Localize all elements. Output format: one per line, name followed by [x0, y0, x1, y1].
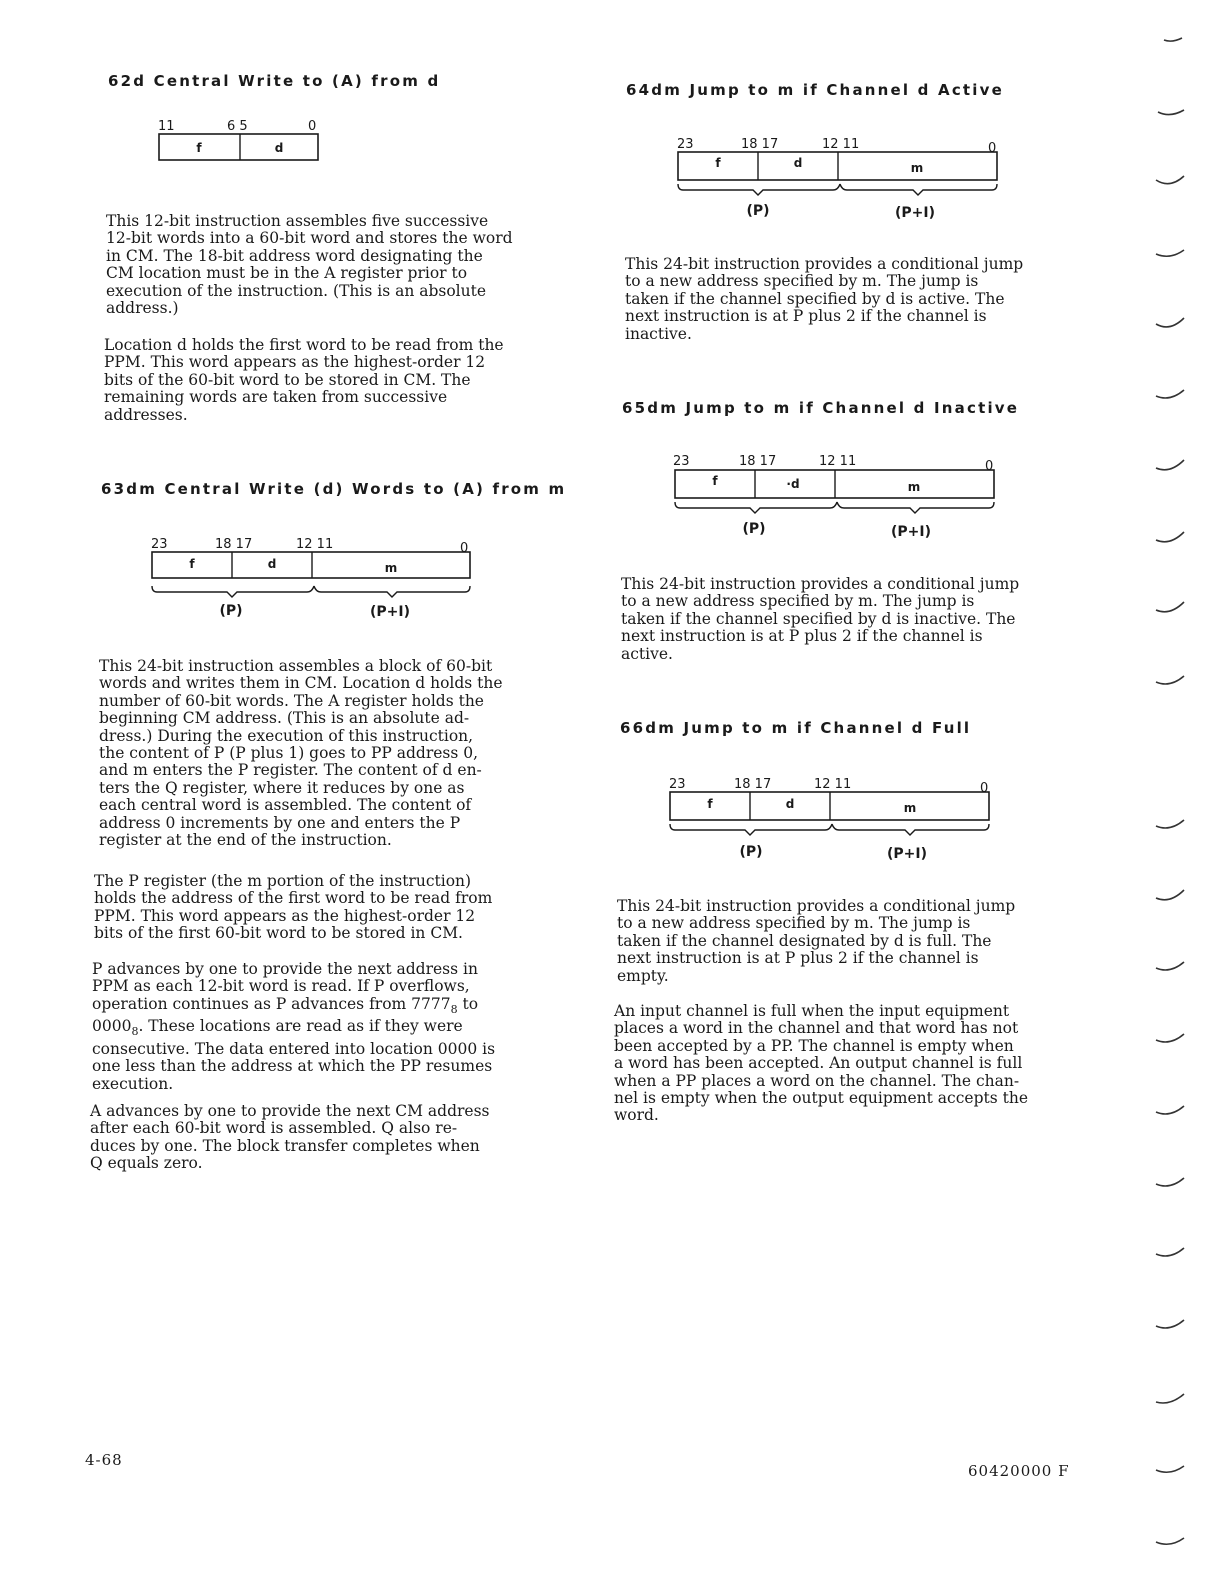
- text-line: one less than the address at which the PP resumes: [92, 1057, 493, 1076]
- text-line: addresses.: [104, 405, 188, 424]
- text-line: and m enters the P register. The content of d en-: [99, 761, 482, 780]
- binding-mark: [1156, 1394, 1184, 1403]
- text-line: to a new address specified by m. The jump is: [625, 272, 979, 291]
- group-label-p-plus-1: (P+I): [891, 524, 931, 540]
- group-label-p-plus-1: (P+I): [370, 604, 410, 620]
- group-label-p: (P): [746, 203, 770, 219]
- text-line: [92, 1018, 495, 1041]
- text-fragment: operation continues as P advances from 7777: [92, 994, 451, 1013]
- text-line: This 24-bit instruction provides a conditional jump: [625, 255, 1024, 273]
- text-line: Location d holds the first word to be read from the: [104, 336, 504, 354]
- field-m: m: [903, 801, 917, 815]
- paragraph-63dm-1: [99, 658, 503, 849]
- text-line: register at the end of the instruction.: [99, 831, 392, 850]
- heading-63dm: 63dm Central Write (d) Words to (A) from m: [101, 480, 567, 498]
- instruction-word-box: [152, 552, 470, 578]
- group-label-p: (P): [739, 844, 763, 860]
- text-line: in CM. The 18-bit address word designating the: [106, 246, 483, 265]
- text-line: been accepted by a PP. The channel is empty when: [614, 1036, 1014, 1055]
- binding-mark: [1156, 318, 1184, 327]
- bit-label: 0: [985, 459, 994, 474]
- text-line: to a new address specified by m. The jump is: [621, 592, 975, 611]
- text-line: empty.: [617, 966, 669, 985]
- instruction-format-diagram-65dm: [669, 451, 1004, 543]
- text-line: bits of the 60-bit word to be stored in CM. The: [104, 370, 471, 389]
- text-line: nel is empty when the output equipment accepts the: [614, 1089, 1028, 1108]
- bit-label: 23: [673, 454, 690, 469]
- binding-mark: [1156, 1248, 1184, 1256]
- instruction-format-diagram-63dm: [147, 534, 482, 624]
- text-line: CM location must be in the A register prior to: [106, 264, 468, 283]
- text-line: the content of P (P plus 1) goes to PP address 0,: [99, 744, 479, 763]
- heading-66dm: 66dm Jump to m if Channel d Full: [620, 719, 972, 737]
- bit-label: 0: [460, 541, 469, 556]
- text-line: taken if the channel specified by d is inactive. The: [621, 609, 1016, 628]
- instruction-word-box: [159, 134, 318, 160]
- binding-mark: [1164, 38, 1182, 41]
- field-m: m: [910, 161, 924, 175]
- paragraph-66dm-1: [617, 898, 1015, 985]
- text-line: duces by one. The block transfer completes when: [90, 1136, 480, 1155]
- text-line: after each 60-bit word is assembled. Q also re-: [90, 1119, 458, 1138]
- text-line: beginning CM address. (This is an absolute ad-: [99, 709, 470, 728]
- text-line: An input channel is full when the input equipment: [614, 1002, 1010, 1020]
- text-line: execution.: [92, 1074, 174, 1093]
- page-number: 4-68: [85, 1451, 123, 1469]
- text-line: This 24-bit instruction assembles a block of 60-bit: [99, 657, 493, 675]
- bit-label: 18 17: [215, 537, 253, 552]
- bit-label: 12 11: [819, 454, 857, 469]
- text-line: remaining words are taken from successive: [104, 388, 448, 407]
- binding-mark: [1156, 176, 1184, 184]
- paragraph-64dm-1: [625, 256, 1023, 343]
- bit-label: 23: [669, 777, 686, 792]
- text-fragment: 0000: [92, 1017, 132, 1036]
- bit-label: 11: [158, 119, 175, 134]
- paragraph-63dm-2: [94, 873, 492, 943]
- field-f: f: [715, 156, 721, 170]
- text-line: places a word in the channel and that word has not: [614, 1019, 1019, 1038]
- group-label-p-plus-1: (P+I): [895, 205, 935, 221]
- brace-p-plus-1: [832, 824, 989, 835]
- paragraph-63dm-4: [90, 1103, 490, 1173]
- binding-mark: [1156, 1538, 1184, 1544]
- text-line: A advances by one to provide the next CM address: [90, 1102, 490, 1120]
- text-line: active.: [621, 644, 673, 663]
- text-line: dress.) During the execution of this instruction,: [99, 726, 474, 745]
- text-line: number of 60-bit words. The A register holds the: [99, 691, 484, 710]
- binding-marks: [1150, 0, 1190, 1581]
- binding-mark: [1156, 460, 1184, 470]
- field-d: d: [793, 156, 803, 170]
- instruction-format-diagram-64dm: [673, 134, 1008, 224]
- heading-64dm: 64dm Jump to m if Channel d Active: [626, 81, 1004, 99]
- text-line: to a new address specified by m. The jump is: [617, 914, 971, 933]
- brace-p: [675, 502, 837, 513]
- text-line: address.): [106, 299, 179, 318]
- bit-label: 18 17: [739, 454, 777, 469]
- paragraph-62d-1: [106, 213, 513, 317]
- binding-mark: [1156, 602, 1184, 612]
- bit-label: 18 17: [734, 777, 772, 792]
- text-line: This 24-bit instruction provides a conditional jump: [617, 897, 1016, 915]
- bit-label: 12 11: [822, 137, 860, 152]
- text-line: next instruction is at P plus 2 if the channel is: [625, 307, 987, 326]
- text-line: [92, 996, 495, 1019]
- paragraph-66dm-2: [614, 1003, 1028, 1125]
- bit-label: 0: [988, 141, 997, 156]
- text-line: a word has been accepted. An output channel is full: [614, 1054, 1023, 1073]
- paragraph-63dm-3: [92, 961, 495, 1093]
- text-line: address 0 increments by one and enters the P: [99, 813, 461, 832]
- brace-p-plus-1: [314, 586, 470, 597]
- field-f: f: [189, 557, 195, 571]
- text-line: 12-bit words into a 60-bit word and stores the word: [106, 229, 513, 248]
- bit-label: 12 11: [296, 537, 334, 552]
- binding-mark: [1156, 390, 1184, 398]
- text-fragment: . These locations are read as if they were: [138, 1017, 463, 1036]
- binding-mark: [1156, 1106, 1184, 1114]
- binding-mark: [1156, 250, 1184, 256]
- bit-label: 18 17: [741, 137, 779, 152]
- binding-mark: [1156, 532, 1184, 542]
- paragraph-62d-2: [104, 337, 504, 424]
- bit-label: 0: [980, 781, 989, 796]
- octal-subscript: 8: [450, 1002, 458, 1016]
- binding-mark: [1156, 820, 1184, 828]
- text-line: holds the address of the first word to be read from: [94, 889, 493, 908]
- text-line: PPM. This word appears as the highest-order 12: [94, 906, 476, 925]
- group-label-p-plus-1: (P+I): [887, 846, 927, 862]
- paragraph-65dm-1: [621, 576, 1019, 663]
- bit-label: 23: [677, 137, 694, 152]
- text-line: next instruction is at P plus 2 if the channel is: [617, 949, 979, 968]
- instruction-format-diagram-62d: [155, 115, 325, 165]
- text-line: bits of the first 60-bit word to be stored in CM.: [94, 924, 463, 943]
- octal-subscript: 8: [131, 1025, 139, 1039]
- binding-mark: [1156, 1178, 1184, 1186]
- text-line: PPM. This word appears as the highest-order 12: [104, 353, 486, 372]
- text-line: taken if the channel specified by d is active. The: [625, 289, 1005, 308]
- text-line: Q equals zero.: [90, 1154, 203, 1173]
- instruction-format-diagram-66dm: [665, 773, 1000, 865]
- text-line: execution of the instruction. (This is an absolute: [106, 281, 487, 300]
- binding-mark: [1158, 110, 1184, 115]
- field-f: f: [707, 797, 713, 811]
- binding-mark: [1156, 1034, 1184, 1042]
- text-line: each central word is assembled. The content of: [99, 796, 472, 815]
- field-d: ·d: [786, 477, 800, 491]
- text-line: This 12-bit instruction assembles five successive: [106, 212, 489, 230]
- group-label-p: (P): [742, 521, 766, 537]
- field-f: f: [712, 474, 718, 488]
- brace-p: [152, 586, 314, 597]
- text-line: when a PP places a word on the channel. The chan-: [614, 1071, 1020, 1090]
- binding-mark: [1156, 962, 1184, 970]
- document-number: 60420000 F: [968, 1462, 1070, 1480]
- text-fragment: to: [457, 994, 479, 1013]
- text-line: next instruction is at P plus 2 if the channel is: [621, 627, 983, 646]
- text-line: consecutive. The data entered into location 0000 is: [92, 1039, 496, 1058]
- bit-label: 0: [308, 119, 317, 134]
- text-line: inactive.: [625, 324, 692, 343]
- heading-65dm: 65dm Jump to m if Channel d Inactive: [622, 399, 1020, 417]
- text-line: PPM as each 12-bit word is read. If P overflows,: [92, 977, 470, 996]
- heading-62d: 62d Central Write to (A) from d: [108, 72, 441, 90]
- field-d: d: [274, 141, 284, 155]
- group-label-p: (P): [219, 603, 243, 619]
- field-m: m: [384, 561, 398, 575]
- bit-label: 6 5: [227, 119, 248, 134]
- field-m: m: [907, 480, 921, 494]
- binding-mark: [1156, 890, 1184, 900]
- text-line: The P register (the m portion of the instruction): [94, 872, 472, 890]
- text-line: words and writes them in CM. Location d holds the: [99, 674, 503, 693]
- bit-label: 12 11: [814, 777, 852, 792]
- field-d: d: [785, 797, 795, 811]
- field-d: d: [267, 557, 277, 571]
- field-f: f: [196, 141, 202, 155]
- brace-p-plus-1: [837, 502, 994, 513]
- text-line: ters the Q register, where it reduces by one as: [99, 778, 465, 797]
- text-line: taken if the channel designated by d is full. The: [617, 931, 992, 950]
- brace-p-plus-1: [840, 184, 997, 195]
- binding-mark: [1156, 1466, 1184, 1472]
- brace-p: [678, 184, 840, 195]
- text-line: This 24-bit instruction provides a conditional jump: [621, 575, 1020, 593]
- binding-mark: [1156, 1320, 1184, 1328]
- brace-p: [670, 824, 832, 835]
- bit-label: 23: [151, 537, 168, 552]
- text-line: P advances by one to provide the next address in: [92, 960, 478, 978]
- text-line: word.: [614, 1106, 659, 1125]
- binding-mark: [1156, 676, 1184, 684]
